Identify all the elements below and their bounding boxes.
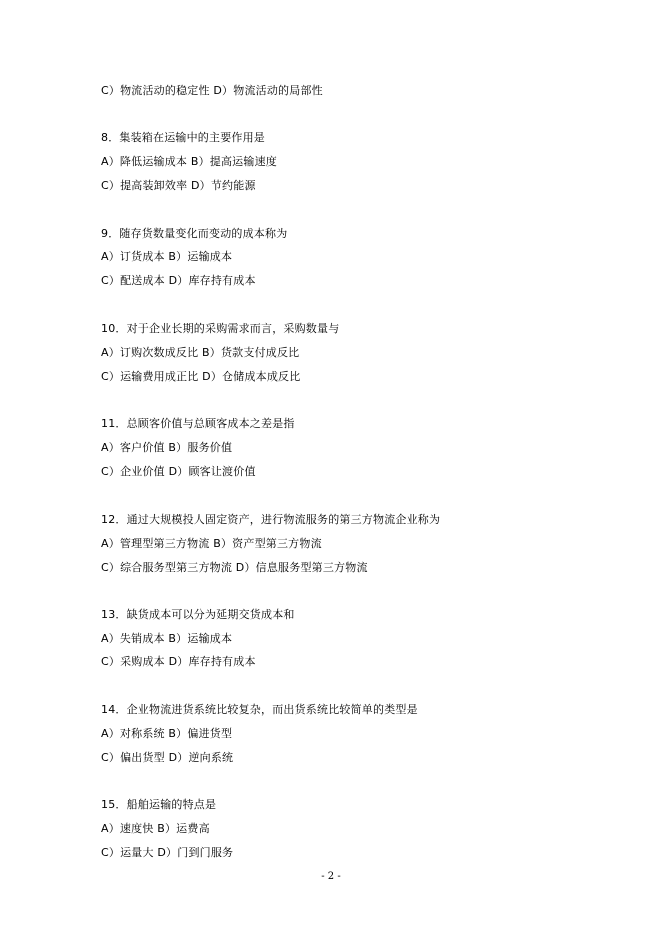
q7-options-cd: C）物流活动的稳定性 D）物流活动的局部性 <box>101 84 323 97</box>
q10-options-ab: A）订购次数成反比 B）货款支付成反比 <box>101 346 300 359</box>
q9-options-cd: C）配送成本 D）库存持有成本 <box>101 274 256 287</box>
q8-options-cd: C）提高装卸效率 D）节约能源 <box>101 179 256 192</box>
q9-options-ab: A）订货成本 B）运输成本 <box>101 250 233 263</box>
q15-options-ab: A）速度快 B）运费高 <box>101 822 210 835</box>
question-13: 13．缺货成本可以分为延期交货成本和 <box>101 608 295 621</box>
question-12: 12．通过大规模投人固定资产，进行物流服务的第三方物流企业称为 <box>101 513 441 526</box>
question-15: 15．船舶运输的特点是 <box>101 798 217 811</box>
question-8: 8．集装箱在运输中的主要作用是 <box>101 131 265 144</box>
page-number: - 2 - <box>321 871 341 882</box>
q12-options-cd: C）综合服务型第三方物流 D）信息服务型第三方物流 <box>101 561 368 574</box>
q13-options-cd: C）采购成本 D）库存持有成本 <box>101 655 256 668</box>
q10-options-cd: C）运输费用成正比 D）仓储成本成反比 <box>101 370 301 383</box>
question-14: 14．企业物流进货系统比较复杂，而出货系统比较简单的类型是 <box>101 703 418 716</box>
q14-options-ab: A）对称系统 B）偏进货型 <box>101 727 233 740</box>
q11-options-cd: C）企业价值 D）顾客让渡价值 <box>101 465 256 478</box>
q15-options-cd: C）运量大 D）门到门服务 <box>101 846 234 859</box>
q11-options-ab: A）客户价值 B）服务价值 <box>101 441 233 454</box>
q13-options-ab: A）失销成本 B）运输成本 <box>101 632 233 645</box>
question-10: 10．对于企业长期的采购需求而言，采购数量与 <box>101 322 340 335</box>
q14-options-cd: C）偏出货型 D）逆向系统 <box>101 751 234 764</box>
q12-options-ab: A）管理型第三方物流 B）资产型第三方物流 <box>101 537 322 550</box>
question-9: 9．随存货数量变化而变动的成本称为 <box>101 227 288 240</box>
question-11: 11．总顾客价值与总顾客成本之差是指 <box>101 417 295 430</box>
q8-options-ab: A）降低运输成本 B）提高运输速度 <box>101 155 277 168</box>
